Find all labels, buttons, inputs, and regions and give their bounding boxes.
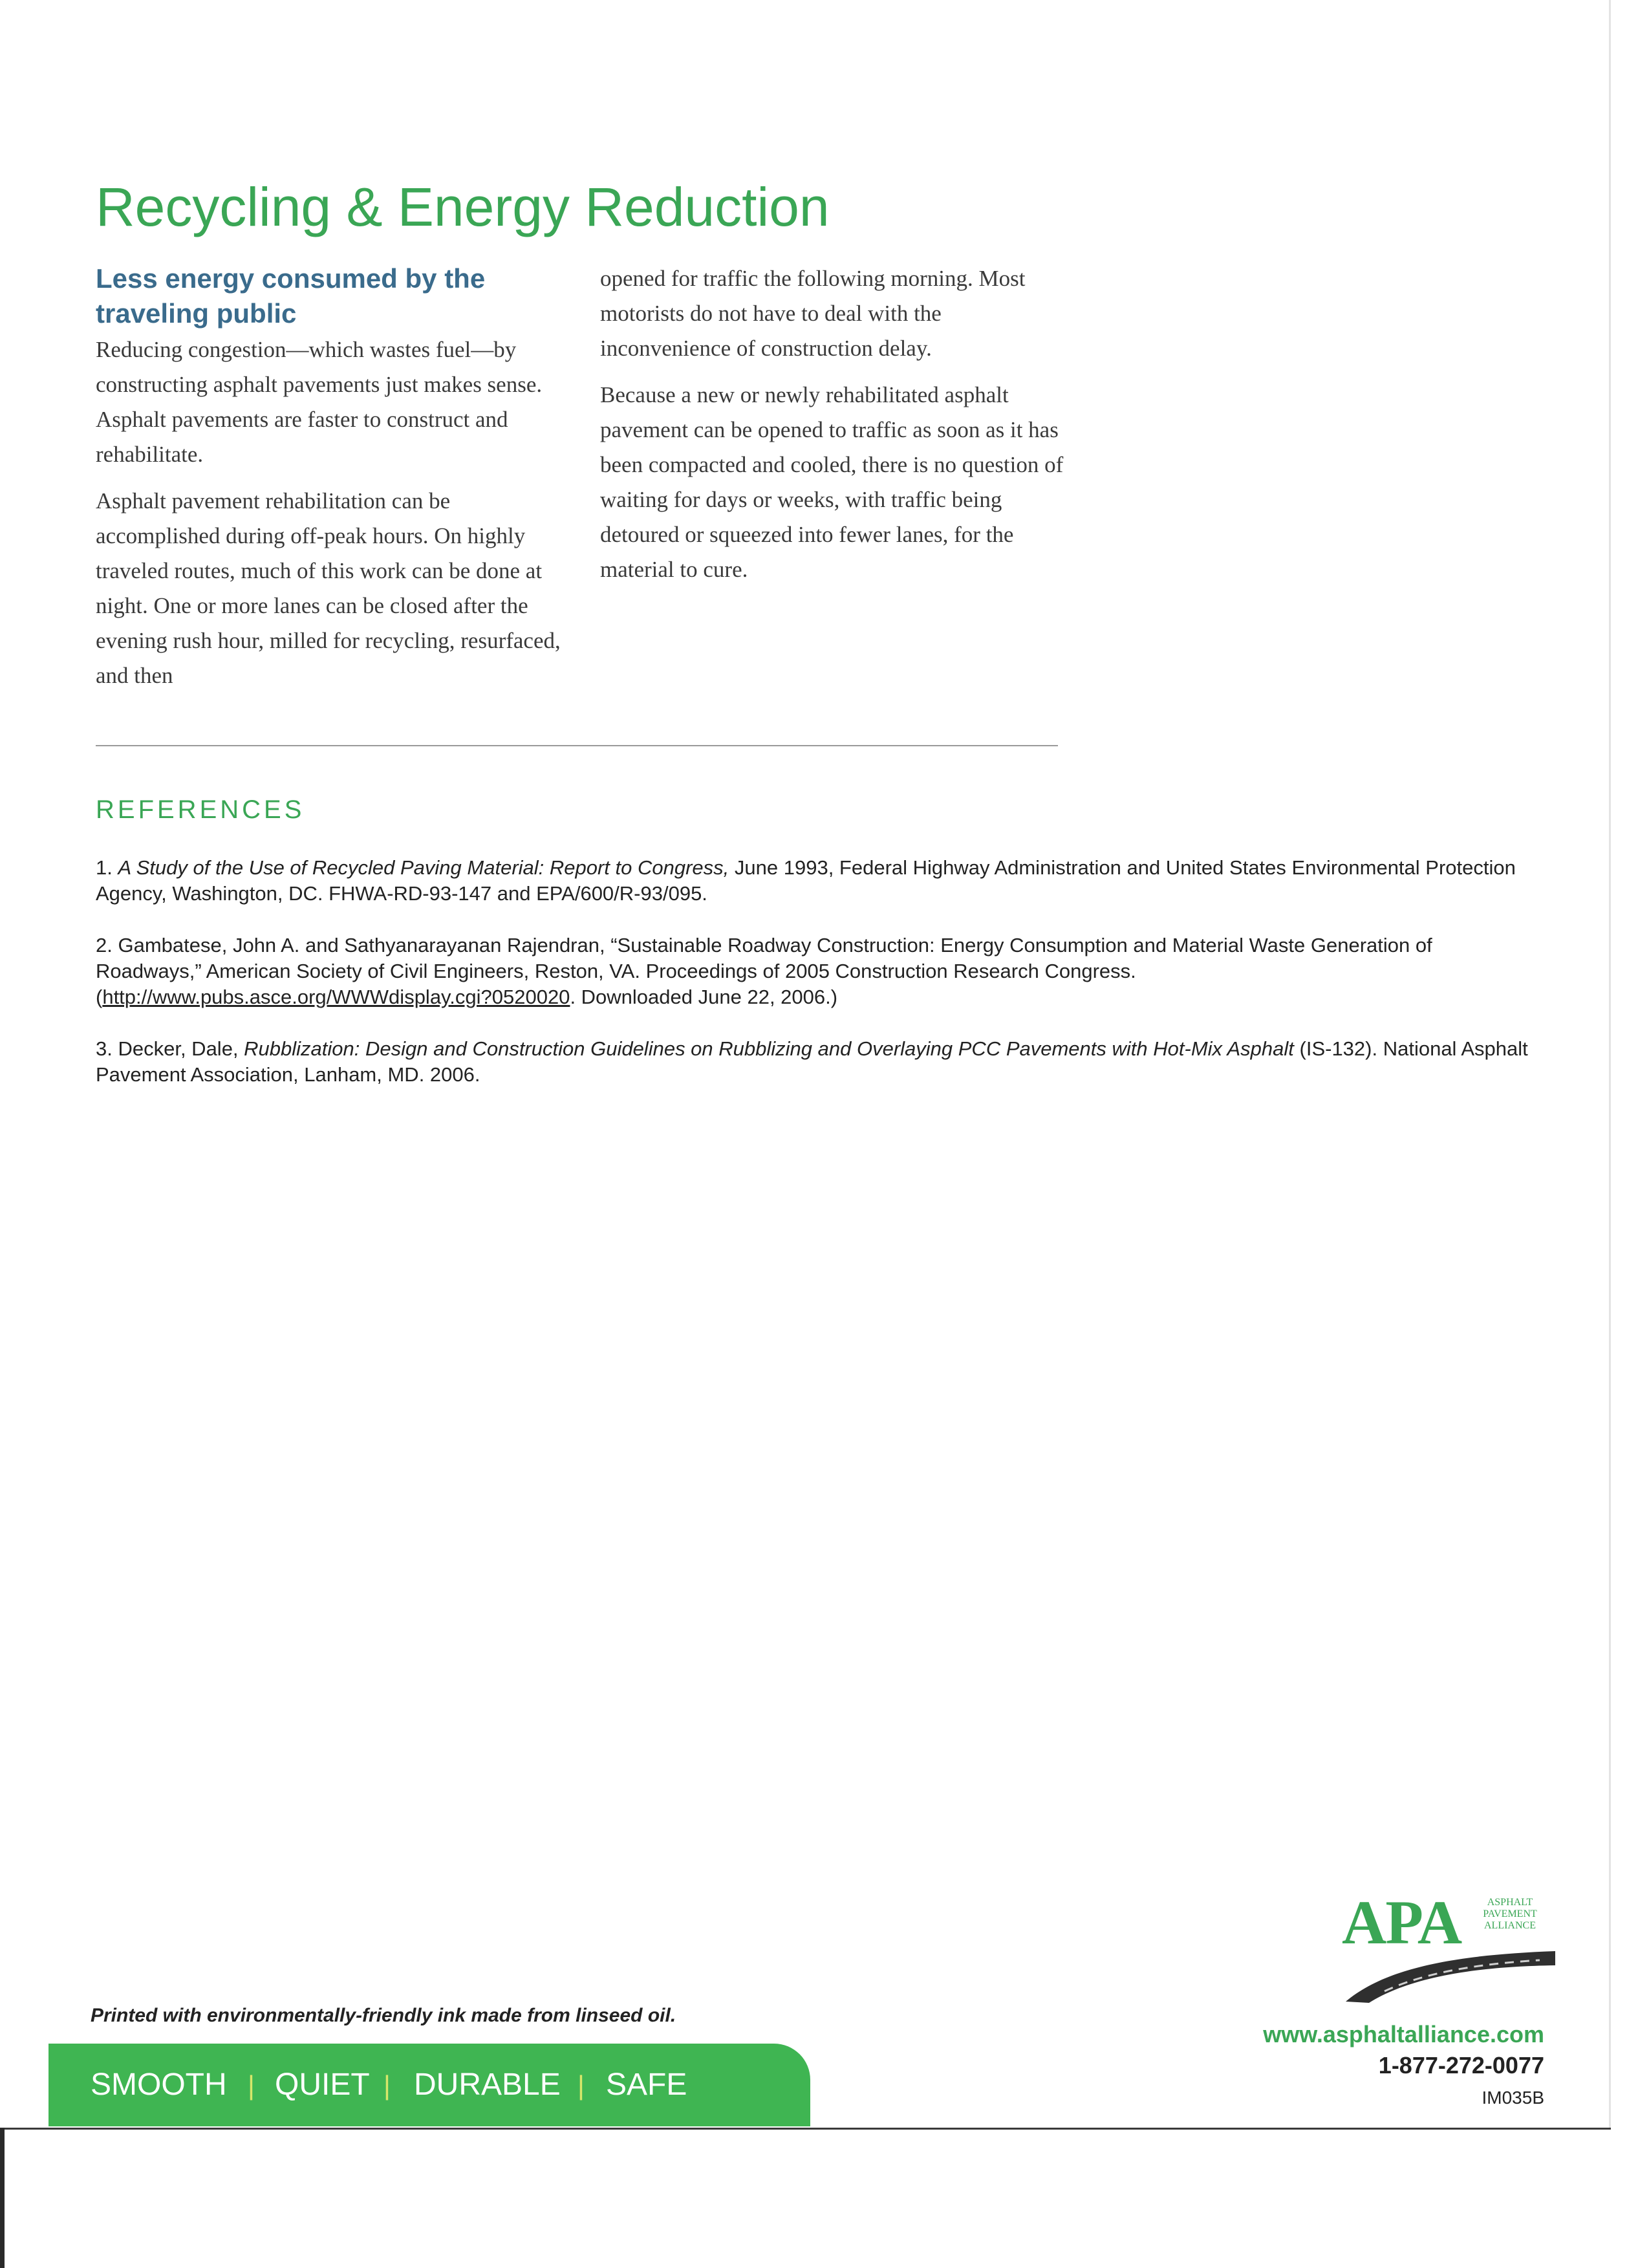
road-swoosh-icon bbox=[1346, 1943, 1555, 2003]
reference-title: A Study of the Use of Recycled Paving Material: Report to Congress, bbox=[118, 856, 729, 879]
paragraph: Reducing congestion—which wastes fuel—by constructing asphalt pavements just makes sense. Asphalt pavements are faster to construct and rehabilitate. bbox=[96, 337, 543, 467]
logo-line: ALLIANCE bbox=[1484, 1920, 1536, 1931]
logo-line: ASPHALT bbox=[1487, 1897, 1533, 1908]
reference-text-after: (IS-132). National Asphalt Pavement Association, Lanham, MD. 2006. bbox=[96, 1037, 1528, 1086]
tagline-durable: DURABLE bbox=[414, 2068, 561, 2102]
reference-title: Rubblization: Design and Construction Guidelines on Rubblizing and Overlaying PCC Pavements with Hot-Mix Asphalt bbox=[244, 1037, 1294, 1060]
reference-text-after: . Downloaded June 22, 2006.) bbox=[570, 986, 838, 1008]
paragraph: opened for traffic the following morning. Most motorists do not have to deal with the inconvenience of construction delay. bbox=[600, 266, 1026, 361]
tagline-smooth: SMOOTH bbox=[91, 2068, 227, 2102]
reference-number: 2. bbox=[96, 934, 113, 956]
logo-line: PAVEMENT bbox=[1483, 1908, 1537, 1919]
reference-text: Decker, Dale, bbox=[112, 1037, 244, 1060]
section-divider bbox=[96, 745, 1058, 746]
paragraph: Asphalt pavement rehabilitation can be accomplished during off-peak hours. On highly traveled routes, much of this work can be done at night. One or more lanes can be closed after the evening rush hour, milled for recycling, resurfaced, and then bbox=[96, 488, 561, 688]
article-column-left bbox=[96, 261, 561, 705]
phone-number: 1-877-272-0077 bbox=[1378, 2052, 1544, 2079]
tagline-bar bbox=[48, 2044, 810, 2126]
reference-text: June 1993, Federal Highway Administration and United States Environmental Protection Agency, Washington, DC. FHWA-RD-93-147 and EPA/600/R-93/095. bbox=[96, 856, 1516, 905]
page-bottom-edge bbox=[0, 2128, 1611, 2130]
tagline-safe: SAFE bbox=[606, 2068, 687, 2102]
tagline-separator: | bbox=[248, 2070, 255, 2101]
logo-mark: APA bbox=[1342, 1888, 1461, 1957]
website-link[interactable]: www.asphaltalliance.com bbox=[1263, 2021, 1544, 2047]
document-code: IM035B bbox=[1482, 2088, 1544, 2108]
reference-number: 1. bbox=[96, 856, 113, 879]
paragraph: Because a new or newly rehabilitated asphalt pavement can be opened to traffic as soon as it has been compacted and cooled, there is no question of waiting for days or weeks, with traffic being detoured or squeezed into fewer lanes, for the material to cure. bbox=[600, 382, 1064, 582]
reference-link[interactable]: http://www.pubs.asce.org/WWWdisplay.cgi?0520020 bbox=[102, 986, 570, 1008]
apa-logo bbox=[1342, 1888, 1555, 2005]
ink-note: Printed with environmentally-friendly ink made from linseed oil. bbox=[91, 2005, 676, 2026]
logo-wordmark bbox=[1465, 1897, 1555, 1932]
section-subheading: Less energy consumed by the traveling public bbox=[96, 263, 486, 329]
reference-text: Gambatese, John A. and Sathyanarayanan Rajendran, “Sustainable Roadway Construction: Energy Consumption and Material Waste Generation of Roadways,” American Society of Civil Engineers, Reston, VA. Proceedings of 2005 Construction Research Congress. ( bbox=[96, 934, 1432, 1008]
reference-item bbox=[96, 933, 1538, 1010]
references-heading: REFERENCES bbox=[96, 795, 305, 824]
page-title: Recycling & Energy Reduction bbox=[96, 177, 830, 237]
reference-number: 3. bbox=[96, 1037, 113, 1060]
references-list bbox=[96, 855, 1538, 1114]
scan-edge-mark bbox=[0, 2128, 5, 2268]
article-column-right bbox=[600, 261, 1066, 599]
tagline-separator: | bbox=[383, 2070, 391, 2101]
reference-item bbox=[96, 855, 1538, 907]
reference-item bbox=[96, 1036, 1538, 1088]
page-right-edge bbox=[1609, 0, 1611, 2128]
tagline-quiet: QUIET bbox=[275, 2068, 370, 2102]
tagline-separator: | bbox=[577, 2070, 585, 2101]
